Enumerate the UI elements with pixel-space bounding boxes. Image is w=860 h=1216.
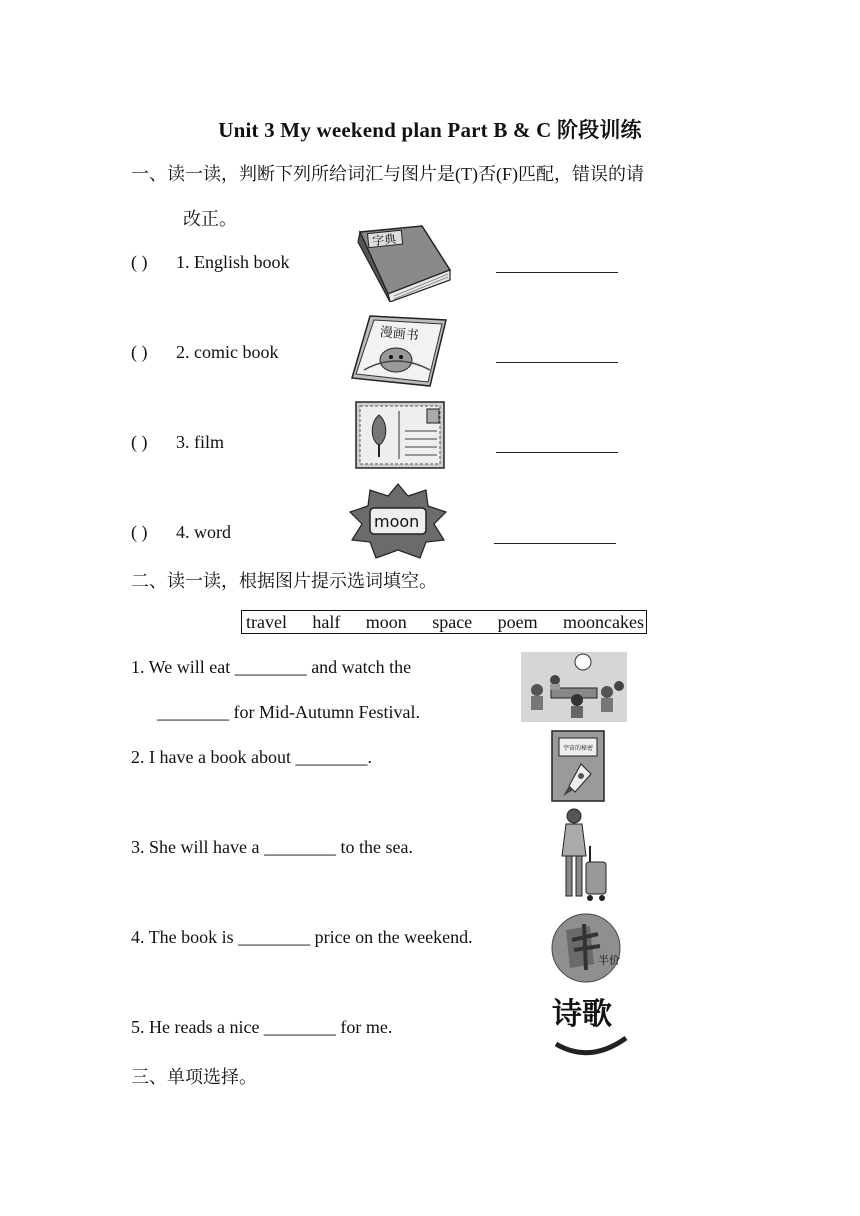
page-title: Unit 3 My weekend plan Part B & C 阶段训练 — [218, 118, 642, 142]
moon-word-emblem-icon — [348, 482, 448, 560]
comic-book-icon — [350, 312, 450, 388]
word-bank-item: space — [432, 611, 473, 632]
fill-sentence-cont: ________ for Mid-Autumn Festival. — [157, 702, 420, 722]
comic-book-label: 漫画书 — [379, 324, 420, 344]
answer-line[interactable] — [496, 272, 618, 273]
half-price-badge-icon — [550, 912, 622, 984]
family-festival-icon — [521, 652, 627, 722]
section1-heading-cont: 改正。 — [183, 209, 237, 229]
item-word: 4. word — [176, 522, 231, 542]
space-book-icon — [551, 730, 605, 802]
answer-parenthesis[interactable]: ( ) — [131, 342, 148, 362]
fill-sentence: 5. He reads a nice ________ for me. — [131, 1017, 393, 1037]
answer-line[interactable] — [496, 452, 618, 453]
fill-sentence: 4. The book is ________ price on the weekend. — [131, 927, 473, 947]
fill-sentence: 1. We will eat ________ and watch the — [131, 657, 412, 677]
fill-sentence: 2. I have a book about ________. — [131, 747, 372, 767]
word-bank — [241, 610, 647, 634]
item-word: 1. English book — [176, 252, 290, 272]
item-word: 3. film — [176, 432, 224, 452]
answer-line[interactable] — [494, 543, 616, 544]
word-bank-item: travel — [246, 611, 287, 632]
word-bank-item: mooncakes — [563, 611, 644, 632]
word-bank-item: poem — [497, 611, 538, 632]
section2-heading: 二、读一读，根据图片提示选词填空。 — [131, 571, 437, 591]
traveler-suitcase-icon — [556, 806, 612, 904]
item-word: 2. comic book — [176, 342, 279, 362]
poem-calligraphy-label: 诗歌 — [552, 997, 612, 1032]
dictionary-book-icon — [354, 222, 454, 302]
word-bank-item: half — [312, 611, 341, 632]
fill-sentence: 3. She will have a ________ to the sea. — [131, 837, 413, 857]
section3-heading: 三、单项选择。 — [131, 1067, 257, 1087]
dictionary-label: 字典 — [371, 231, 397, 249]
answer-parenthesis[interactable]: ( ) — [131, 432, 148, 452]
poem-calligraphy-icon — [550, 990, 632, 1058]
space-book-label: 宇宙的秘密 — [563, 745, 594, 752]
half-price-label: 半价 — [598, 954, 620, 967]
answer-line[interactable] — [496, 362, 618, 363]
word-bank-item: moon — [365, 611, 407, 632]
section1-heading: 一、读一读，判断下列所给词汇与图片是(T)否(F)匹配，错误的请 — [131, 164, 644, 184]
postcard-icon — [355, 401, 445, 469]
answer-parenthesis[interactable]: ( ) — [131, 252, 148, 272]
answer-parenthesis[interactable]: ( ) — [131, 522, 148, 542]
emblem-word: moon — [374, 512, 420, 531]
